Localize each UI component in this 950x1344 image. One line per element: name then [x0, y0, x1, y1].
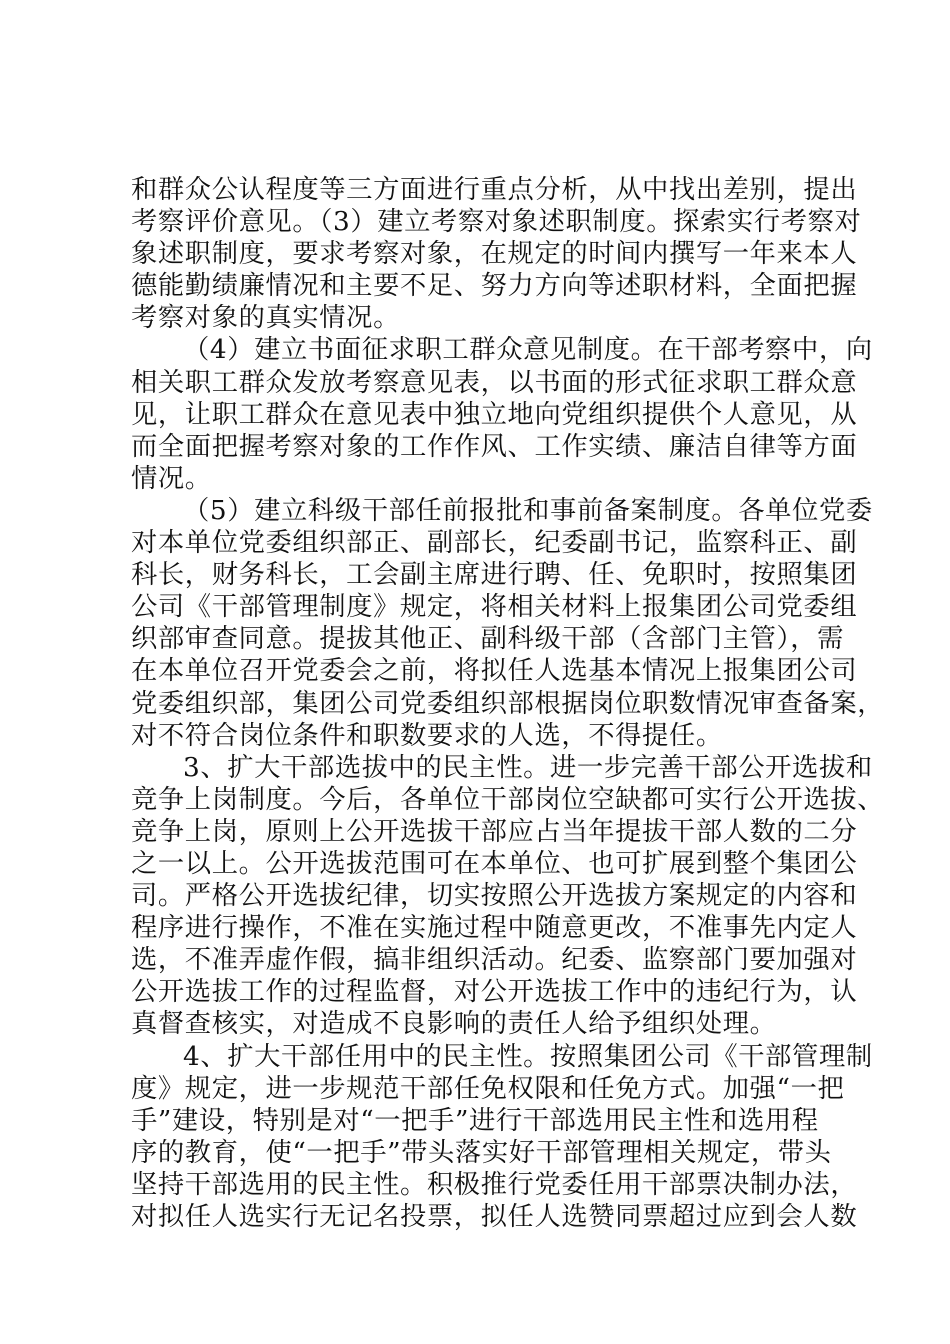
- text-line: 度》规定，进一步规范干部任免权限和任免方式。加强“一把: [131, 1073, 845, 1104]
- text-line: 考察对象的真实情况。: [131, 303, 400, 334]
- text-line: 德能勤绩廉情况和主要不足、努力方向等述职材料，全面把握: [131, 271, 858, 302]
- text-line: 选，不准弄虚作假，搞非组织活动。纪委、监察部门要加强对: [131, 945, 858, 976]
- text-line: 序的教育，使“一把手”带头落实好干部管理相关规定，带头: [131, 1137, 832, 1168]
- text-line: 公开选拔工作的过程监督，对公开选拔工作中的违纪行为，认: [131, 977, 858, 1008]
- text-line: 相关职工群众发放考察意见表，以书面的形式征求职工群众意: [131, 367, 858, 398]
- document-body: [131, 174, 885, 1233]
- text-line: 真督查核实，对造成不良影响的责任人给予组织处理。: [131, 1009, 777, 1040]
- text-line: （5）建立科级干部任前报批和事前备案制度。各单位党委: [183, 495, 873, 526]
- text-line: （4）建立书面征求职工群众意见制度。在干部考察中，向: [183, 335, 873, 366]
- text-line: 公司《干部管理制度》规定，将相关材料上报集团公司党委组: [131, 592, 858, 623]
- text-line: 而全面把握考察对象的工作作风、工作实绩、廉洁自律等方面: [131, 431, 858, 462]
- text-line: 4、扩大干部任用中的民主性。按照集团公司《干部管理制: [183, 1041, 873, 1072]
- text-line: 竞争上岗，原则上公开选拔干部应占当年提拔干部人数的二分: [131, 816, 858, 847]
- text-line: 情况。: [131, 463, 212, 494]
- text-line: 3、扩大干部选拔中的民主性。进一步完善干部公开选拔和: [183, 752, 873, 783]
- text-line: 织部审查同意。提拔其他正、副科级干部（含部门主管），需: [131, 624, 845, 655]
- text-line: 竞争上岗制度。今后，各单位干部岗位空缺都可实行公开选拔、: [131, 784, 885, 815]
- text-line: 考察评价意见。（3）建立考察对象述职制度。探索实行考察对: [131, 207, 862, 238]
- text-line: 之一以上。公开选拔范围可在本单位、也可扩展到整个集团公: [131, 848, 858, 879]
- text-line: 见，让职工群众在意见表中独立地向党组织提供个人意见，从: [131, 399, 858, 430]
- text-line: 手”建设，特别是对“一把手”进行干部选用民主性和选用程: [131, 1105, 819, 1136]
- text-line: 科长，财务科长，工会副主席进行聘、任、免职时，按照集团: [131, 560, 858, 591]
- text-line: 对本单位党委组织部正、副部长，纪委副书记，监察科正、副: [131, 528, 858, 559]
- text-line: 坚持干部选用的民主性。积极推行党委任用干部票决制办法，: [131, 1169, 858, 1200]
- text-line: 对不符合岗位条件和职数要求的人选，不得提任。: [131, 720, 723, 751]
- text-line: 党委组织部，集团公司党委组织部根据岗位职数情况审查备案，: [131, 688, 885, 719]
- text-line: 和群众公认程度等三方面进行重点分析，从中找出差别，提出: [131, 175, 858, 205]
- text-line: 程序进行操作，不准在实施过程中随意更改，不准事先内定人: [131, 913, 858, 944]
- text-line: 在本单位召开党委会之前，将拟任人选基本情况上报集团公司: [131, 656, 858, 687]
- text-line: 象述职制度，要求考察对象，在规定的时间内撰写一年来本人: [131, 239, 858, 270]
- text-line: 司。严格公开选拔纪律，切实按照公开选拔方案规定的内容和: [131, 881, 858, 912]
- text-line: 对拟任人选实行无记名投票，拟任人选赞同票超过应到会人数: [131, 1202, 858, 1232]
